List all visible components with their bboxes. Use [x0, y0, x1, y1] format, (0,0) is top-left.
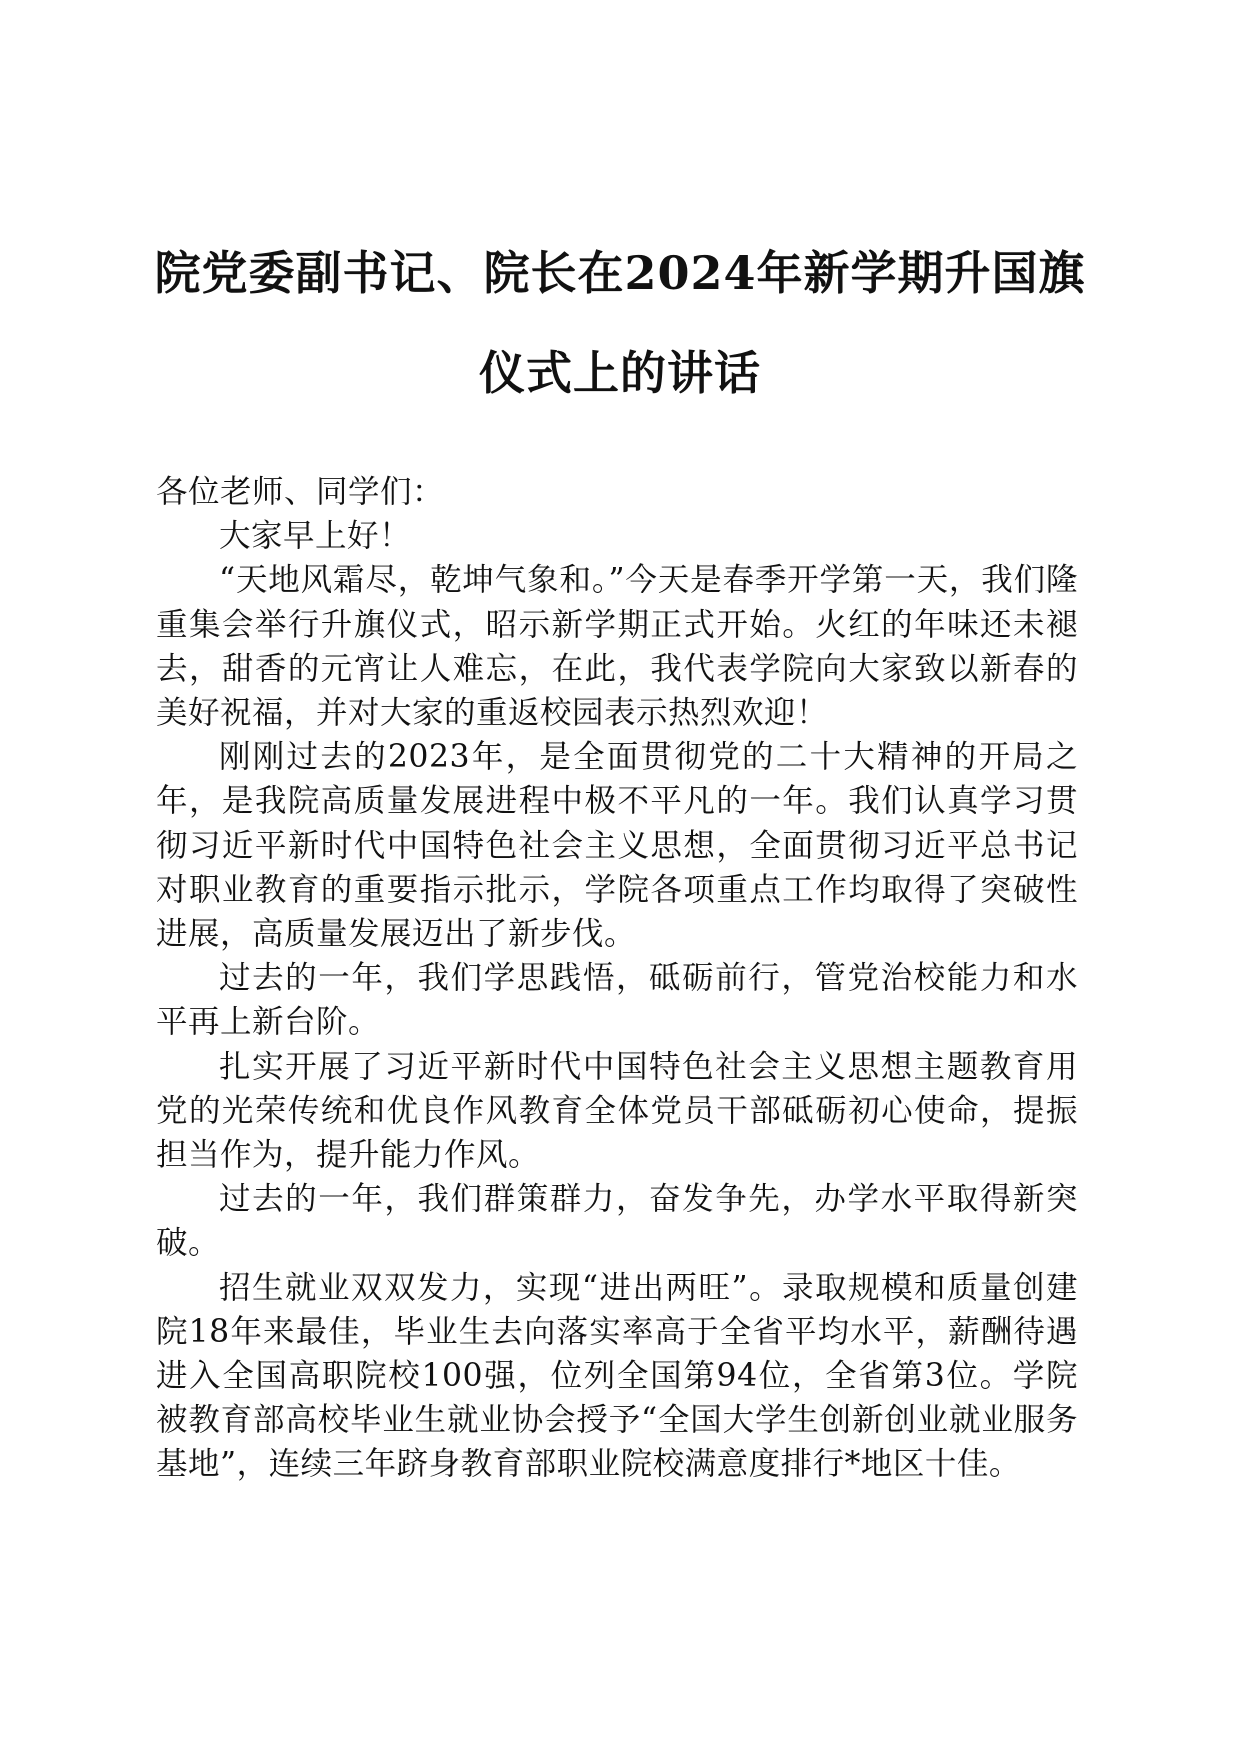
paragraph-party-governance: 过去的一年，我们学思践悟，砥砺前行，管党治校能力和水平再上新台阶。 [156, 960, 1078, 1041]
paragraph-enrollment-employment: 招生就业双双发力，实现“进出两旺”。录取规模和质量创建院18年来最佳，毕业生去向落实率高于全省平均水平，薪酬待遇进入全国高职院校100强，位列全国第94位，全省第3位。学院被教育部高校毕业生就业协会授予“全国大学生创新创业就业服务基地”，连续三年跻身教育部职业院校满意度排行*地区十佳。 [156, 1269, 1078, 1483]
paragraph-greeting: 大家早上好！ [219, 518, 412, 555]
title-line-1: 院党委副书记、院长在2024年新学期升国旗 [154, 246, 1086, 300]
paragraph-review-2023: 刚刚过去的2023年，是全面贯彻党的二十大精神的开局之年，是我院高质量发展进程中极不平凡的一年。我们认真学习贯彻习近平新时代中国特色社会主义思想，全面贯彻习近平总书记对职业教育的重要指示批示，学院各项重点工作均取得了突破性进展，高质量发展迈出了新步伐。 [156, 739, 1078, 953]
paragraph-school-level: 过去的一年，我们群策群力，奋发争先，办学水平取得新突破。 [156, 1181, 1078, 1262]
title-line-2: 仪式上的讲话 [479, 346, 761, 400]
document-body [156, 470, 1078, 1487]
paragraph-opening: “天地风霜尽，乾坤气象和。”今天是春季开学第一天，我们隆重集会举行升旗仪式，昭示新学期正式开始。火红的年味还未褪去，甜香的元宵让人难忘，在此，我代表学院向大家致以新春的美好祝福，并对大家的重返校园表示热烈欢迎！ [156, 562, 1078, 732]
salutation: 各位老师、同学们： [156, 474, 445, 510]
paragraph-theme-education: 扎实开展了习近平新时代中国特色社会主义思想主题教育用党的光荣传统和优良作风教育全体党员干部砥砺初心使命，提振担当作为，提升能力作风。 [156, 1048, 1078, 1174]
document-title [150, 223, 1090, 423]
